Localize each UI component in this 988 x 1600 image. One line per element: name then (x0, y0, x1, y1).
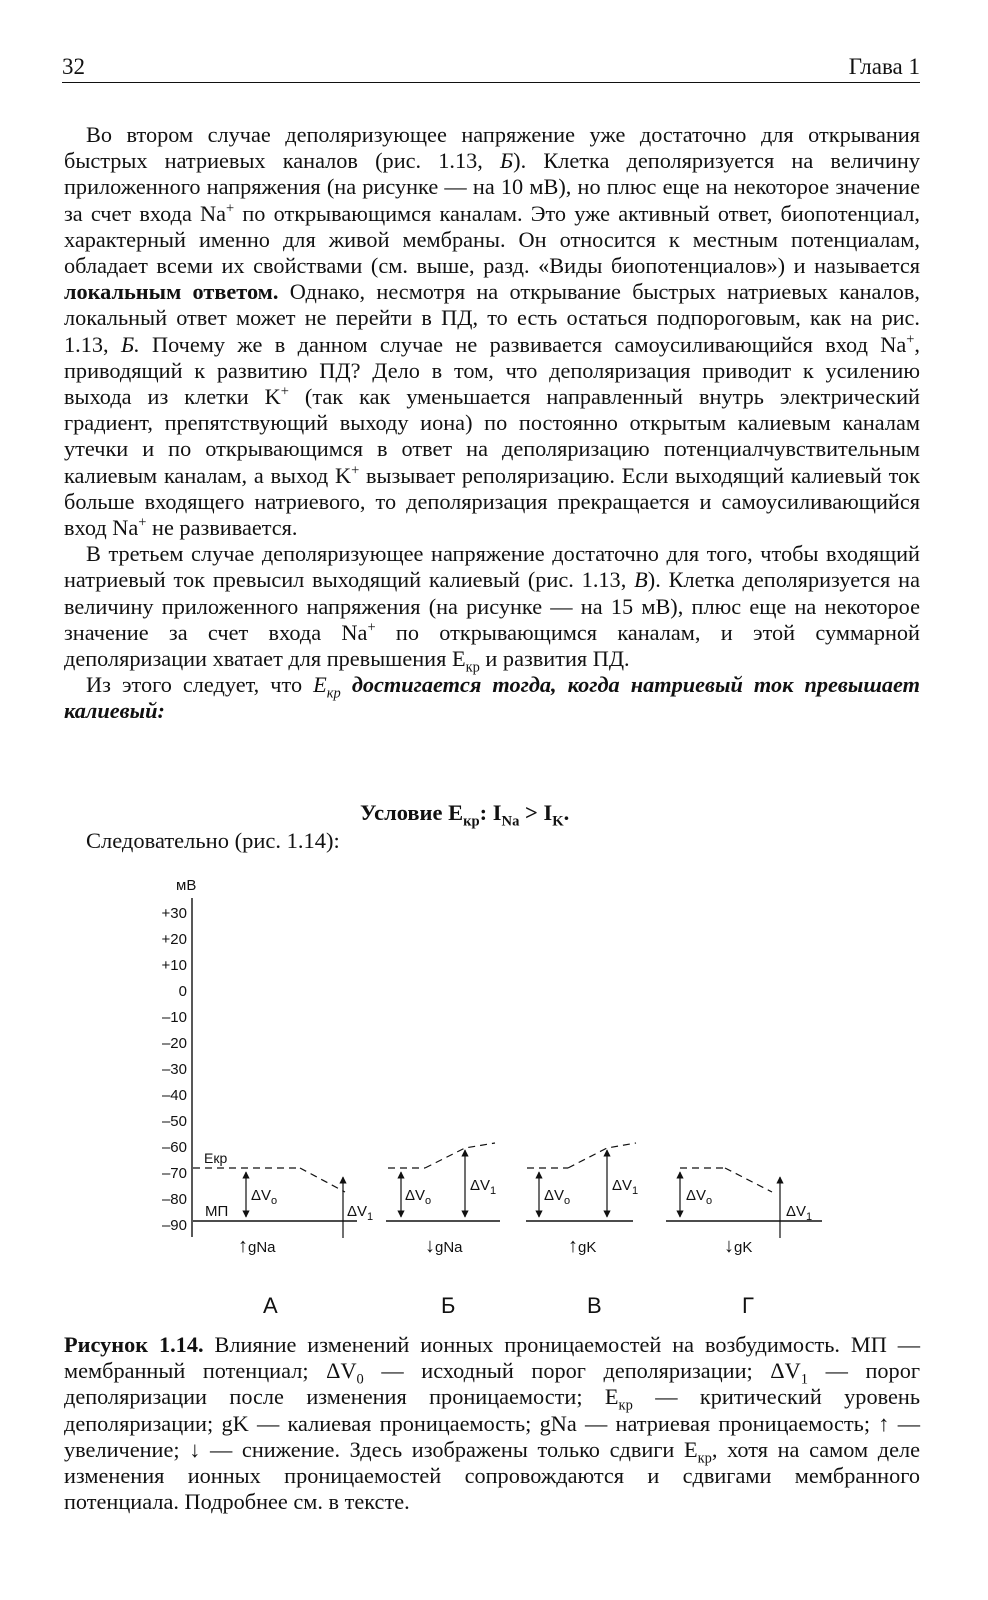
y-tick-label: –40 (161, 1087, 187, 1104)
paragraph-1: Во втором случае деполяризующее напряжение уже достаточно для открывания быстрых натриевых каналов (рис. 1.13, Б). Клетка деполяризуется на величину приложенного напряжения (на рисунке — на 10 мВ), но плюс еще на некоторое значение за счет входа Na+ по открывающимся каналам. Это уже активный ответ, биопотенциал, характерный именно для живой мембраны. Он относится к местным потенциалам, обладает всеми их свойствами (см. выше, разд. «Виды биопотенциалов») и называется локальным ответом. Однако, несмотря на открывание быстрых натриевых каналов, локальный ответ может не перейти в ПД, то есть остаться подпороговым, как на рис. 1.13, Б. Почему же в данном случае не развивается самоусиливающийся вход Na+, приводящий к развитию ПД? Дело в том, что деполяризация приводит к усилению выхода из клетки K+ (так как уменьшается направленный внутрь электрический градиент, препятствующий выходу иона) по постоянно открытым калиевым каналам утечки и по открывающимся в ответ на деполяризацию потенциалчувствительным калиевым каналам, а выход K+ вызывает реполяризацию. Если выходящий калиевый ток больше входящего натриевого, то деполяризация прекращается и самоусиливающийся вход Na+ не развивается. (64, 122, 921, 541)
dv0-label: $\Delta V_o$ (686, 1187, 713, 1207)
body-text (64, 122, 920, 725)
caption-label: Рисунок 1.14. (64, 1332, 204, 1357)
mp-label: МП (205, 1203, 229, 1220)
y-tick-label: –50 (161, 1113, 187, 1130)
conductance-label: ↑gNa (238, 1235, 276, 1257)
page-number: 32 (62, 54, 85, 79)
paragraph-3: Из этого следует, что $E_{кр}$ достигается тогда, когда натриевый ток превышает калиевый: (64, 672, 921, 724)
y-tick-label: +20 (161, 931, 187, 948)
condition-formula: Условие $E_{кр}$: $I_{Na} > I_K$. (360, 800, 570, 830)
y-tick-label: –70 (161, 1165, 187, 1182)
dv1-label: $\Delta V_1$ (786, 1203, 813, 1223)
ekr-shift-line (425, 1143, 495, 1168)
panel-b (386, 1143, 500, 1318)
y-tick-label: –90 (161, 1217, 187, 1234)
ekr-label: Eкр (204, 1150, 228, 1166)
chapter-title: Глава 1 (848, 54, 920, 79)
y-tick-label: –80 (161, 1191, 187, 1208)
y-tick-label: 0 (178, 983, 187, 1000)
conductance-label: ↑gK (568, 1235, 597, 1257)
increase-arrow-icon: ↑ (568, 1235, 578, 1257)
panel-v (526, 1143, 638, 1318)
figure-1-14 (0, 860, 988, 1330)
panel-g (666, 1168, 822, 1318)
ekr-shift-line (725, 1168, 772, 1192)
y-tick-label: –30 (161, 1061, 187, 1078)
y-tick-label: +10 (161, 957, 187, 974)
panel-letter: Г (742, 1293, 754, 1318)
ekr-shift-line (568, 1143, 636, 1168)
decrease-arrow-icon: ↓ (724, 1235, 734, 1257)
panel-letter: Б (441, 1293, 456, 1318)
y-tick-labels (162, 905, 187, 1234)
dv0-label: $\Delta V_o$ (405, 1187, 432, 1207)
y-tick-label: –10 (161, 1009, 187, 1026)
y-tick-label: –20 (161, 1035, 187, 1052)
dv0-label: $\Delta V_o$ (544, 1187, 571, 1207)
conductance-label: ↓gNa (425, 1235, 463, 1257)
dv1-label: $\Delta V_1$ (612, 1177, 639, 1197)
figure-caption: Рисунок 1.14. Влияние изменений ионных проницаемостей на возбудимость. МП — мембранный потенциал; $\Delta V_0$ — исходный порог деполяризации; $\Delta V_1$ — порог деполяризации после изменения проницаемости; $E_{кр}$ — критический уровень деполяризации; gK — калиевая проницаемость; gNa — натриевая проницаемость; ↑ — увеличение; ↓ — снижение. Здесь изображены только сдвиги $E_{кр}$, хотя на самом деле изменения ионных проницаемостей сопровождаются и сдвигами мембранного потенциала. Подробнее см. в тексте. (64, 1332, 921, 1515)
increase-arrow-icon: ↑ (238, 1235, 248, 1257)
panel-letter: А (263, 1293, 278, 1318)
page-header (62, 52, 920, 83)
ekr-shift-line (300, 1168, 345, 1192)
decrease-arrow-icon: ↓ (425, 1235, 435, 1257)
y-tick-label: –60 (161, 1139, 187, 1156)
y-tick-label: +30 (161, 905, 187, 922)
consequently-line: Следовательно (рис. 1.14): (86, 828, 340, 853)
panel-a (193, 1150, 373, 1318)
dv1-label: $\Delta V_1$ (470, 1177, 497, 1197)
conductance-label: ↓gK (724, 1235, 753, 1257)
dv0-label: $\Delta V_o$ (251, 1187, 278, 1207)
dv1-label: $\Delta V_1$ (347, 1203, 374, 1223)
y-unit-label: мВ (176, 877, 197, 894)
panel-letter: В (587, 1293, 602, 1318)
paragraph-2: В третьем случае деполяризующее напряжение достаточно для того, чтобы входящий натриевый ток превысил выходящий калиевый (рис. 1.13, В). Клетка деполяризуется на величину приложенного напряжения (на рисунке — на 15 мВ), плюс еще на некоторое значение за счет входа Na+ по открывающимся каналам, и этой суммарной деполяризации хватает для превышения $E_{кр}$ и развития ПД. (64, 541, 920, 676)
